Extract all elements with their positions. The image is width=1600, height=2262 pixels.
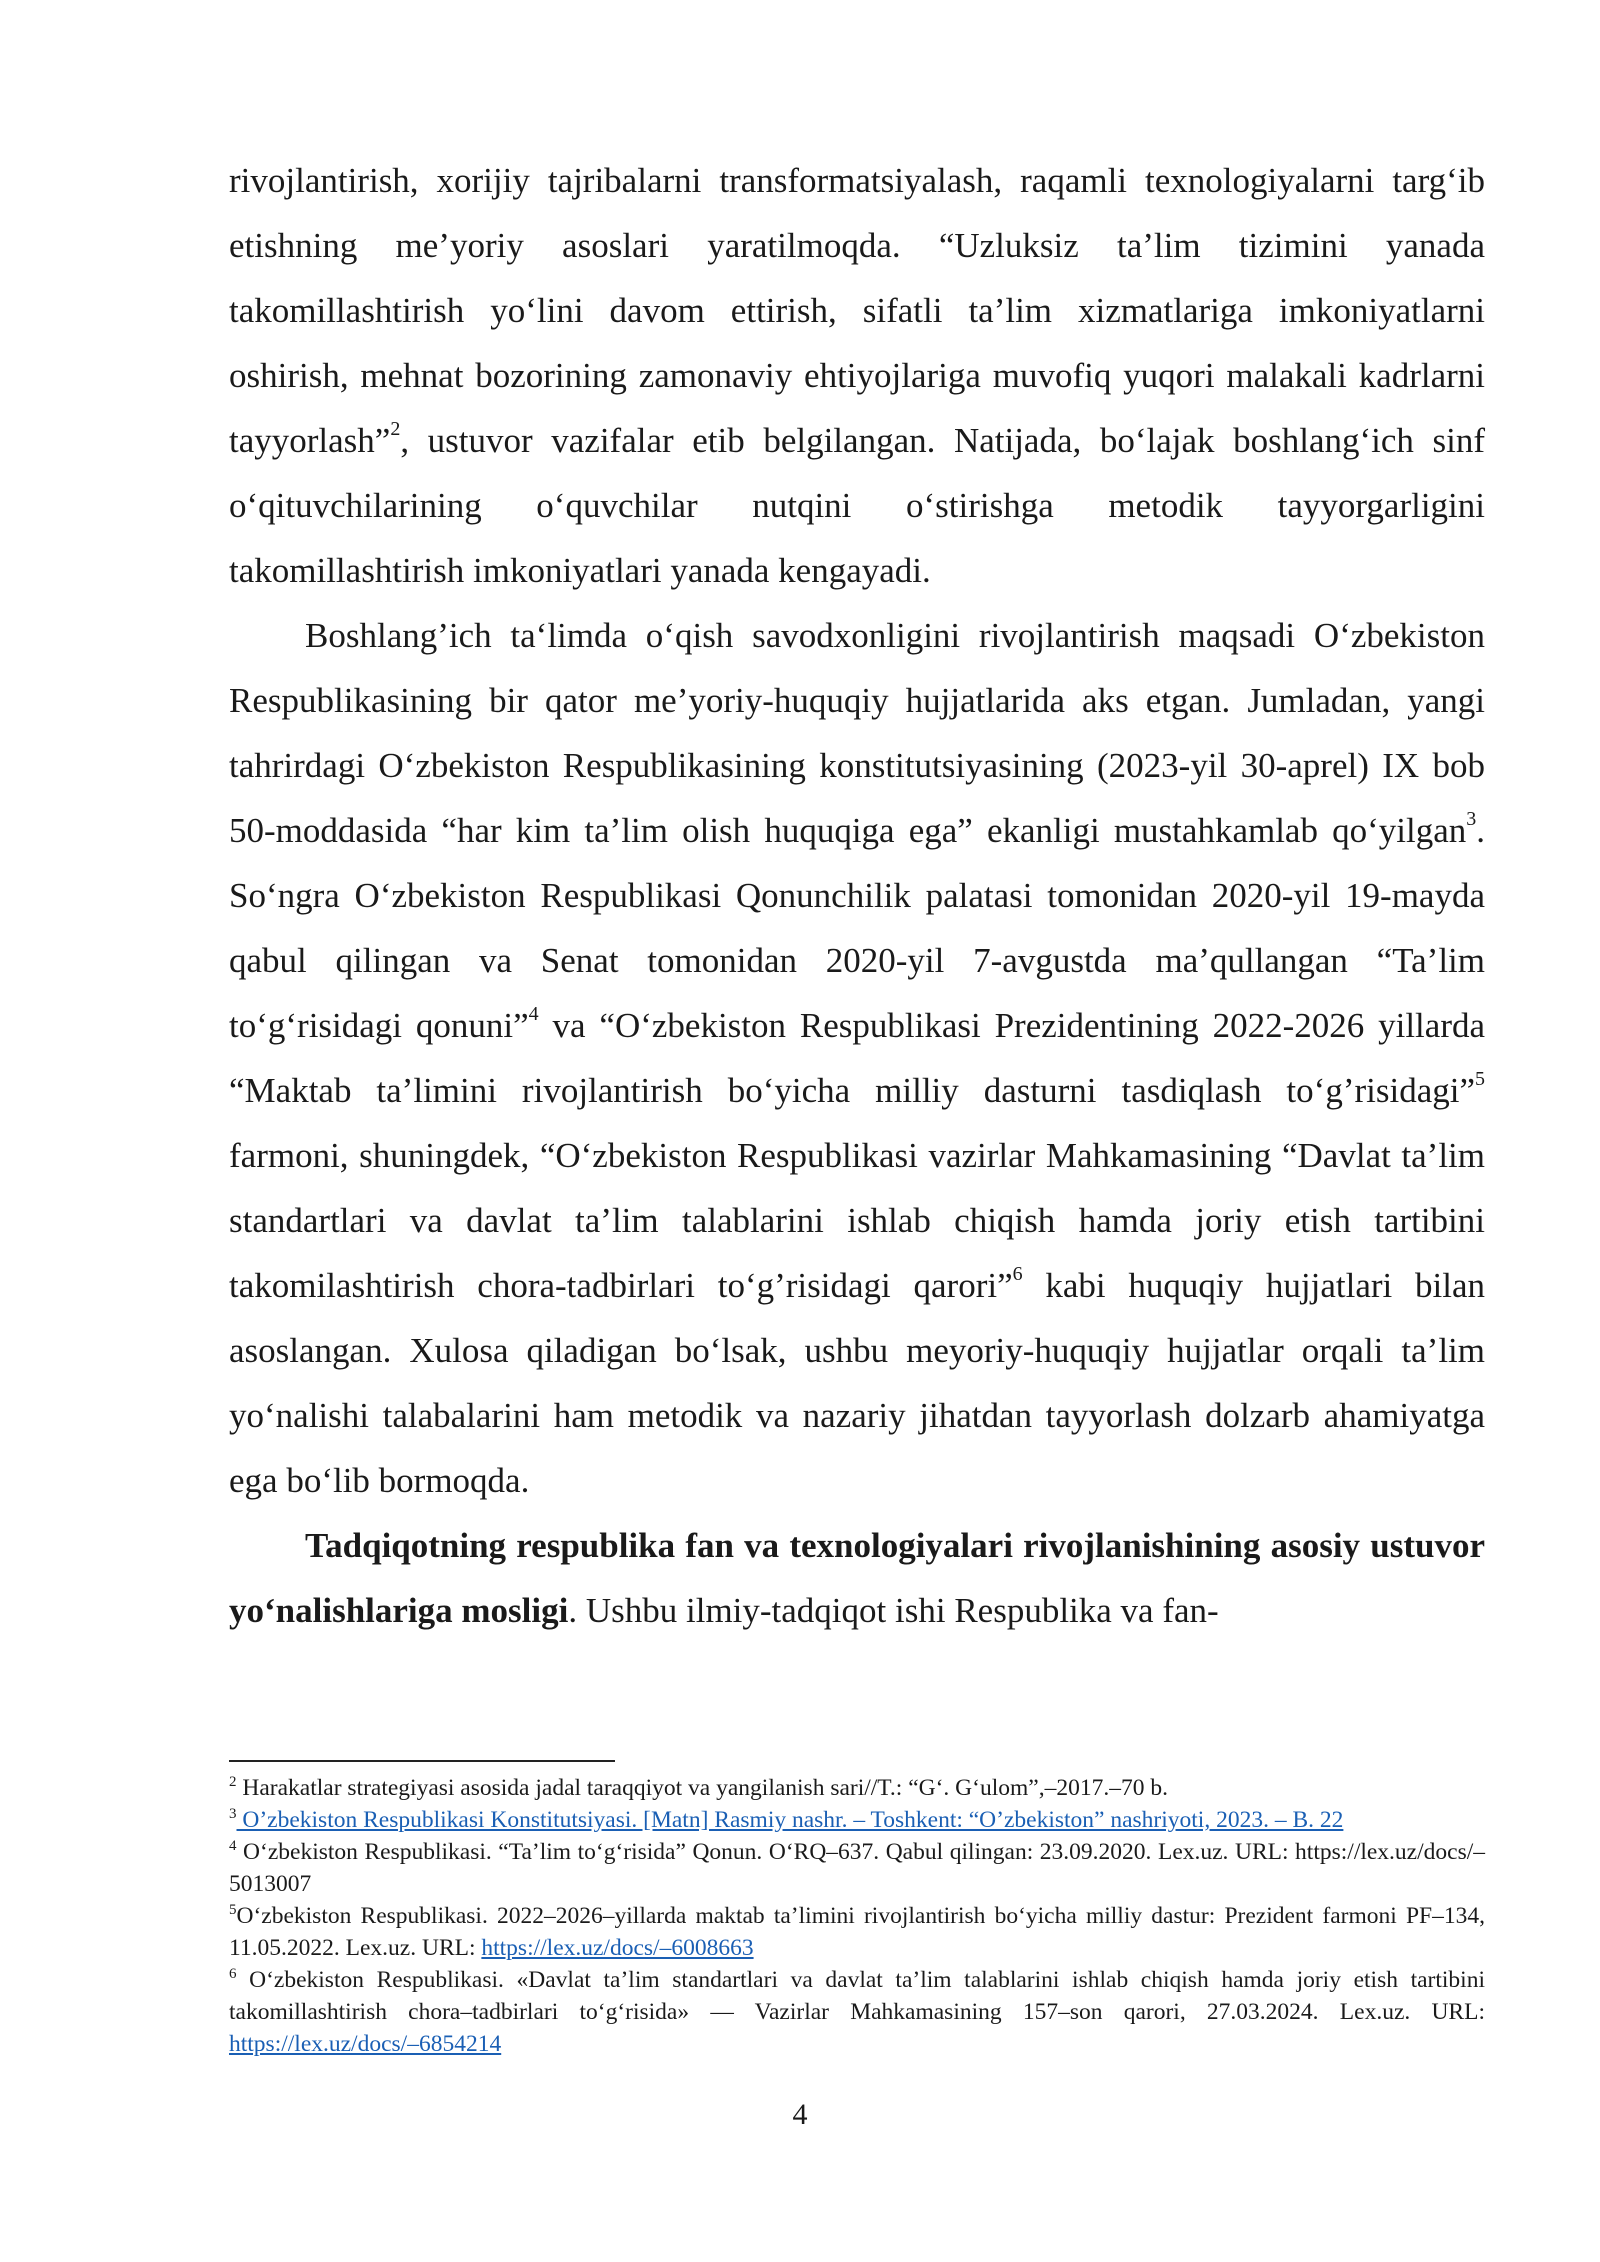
paragraph-1 bbox=[229, 148, 1485, 603]
paragraph-2-text-c: va “O‘zbekiston Respublikasi Prezidentining 2022-2026 yillarda “Maktab ta’limini rivojlantirish bo‘yicha milliy dasturni tasdiqlash to‘g’risidagi” bbox=[229, 1006, 1486, 1110]
footnote-ref-5[interactable]: 5 bbox=[1475, 1068, 1485, 1091]
page-number: 4 bbox=[792, 2098, 808, 2131]
footnote-3-number: 3 bbox=[229, 1806, 237, 1823]
footnote-ref-2[interactable]: 2 bbox=[390, 418, 401, 441]
footnote-6-text: O‘zbekiston Respublikasi. «Davlat ta’lim standartlari va davlat ta’lim talablarini ishlab chiqish hamda joriy etish tartibini takomillashtirish chora–tadbirlari to‘g‘risida» — Vazirlar Mahkamasining 157–son qarori, 27.03.2024. Lex.uz. URL: bbox=[229, 1967, 1485, 2025]
paragraph-2-text-a: Boshlang’ich ta‘limda o‘qish savodxonligini rivojlantirish maqsadi O‘zbekiston Respublikasining bir qator me’yoriy-huquqiy hujjatlarida aks etgan. Jumladan, yangi tahrirdagi O‘zbekiston Respublikasining konstitutsiyasining (2023-yil 30-aprel) IX bob 50-moddasida “har kim ta’lim olish huquqiga ega” ekanligi mustahkamlab qo‘yilgan bbox=[229, 616, 1485, 850]
footnote-3 bbox=[229, 1804, 1485, 1836]
footnotes bbox=[229, 1772, 1485, 2060]
footnote-2-number: 2 bbox=[229, 1774, 237, 1791]
paragraph-1-text-a: rivojlantirish, xorijiy tajribalarni transformatsiyalash, raqamli texnologiyalarni targ‘ib etishning me’yoriy asoslari yaratilmoqda. “Uzluksiz ta’lim tizimini yanada takomillashtirish yo‘lini davom ettirish, sifatli ta’lim xizmatlariga imkoniyatlarni oshirish, mehnat bozorining zamonaviy ehtiyojlariga muvofiq yuqori malakali kadrlarni tayyorlash” bbox=[229, 161, 1485, 460]
footnote-separator bbox=[229, 1760, 615, 1762]
footnote-ref-6[interactable]: 6 bbox=[1012, 1263, 1023, 1286]
footnote-2 bbox=[229, 1772, 1485, 1804]
footnote-6-link[interactable]: https://lex.uz/docs/–6854214 bbox=[229, 2031, 502, 2057]
footnote-6 bbox=[229, 1964, 1485, 2060]
paragraph-3-text: . Ushbu ilmiy-tadqiqot ishi Respublika va fan- bbox=[568, 1591, 1219, 1630]
footnote-5 bbox=[229, 1900, 1485, 1964]
paragraph-2 bbox=[229, 603, 1485, 1513]
section-heading-inline: Tadqiqotning respublika fan va texnologiyalari rivojlanishining asosiy ustuvor yo‘nalishlariga mosligi bbox=[229, 1526, 1485, 1630]
footnote-5-number: 5 bbox=[229, 1902, 237, 1919]
footnote-2-text: Harakatlar strategiyasi asosida jadal taraqqiyot va yangilanish sari//T.: “G‘. G‘ulom”,–2017.–70 b. bbox=[236, 1775, 1168, 1801]
paragraph-2-text-e: kabi huquqiy hujjatlari bilan asoslangan. Xulosa qiladigan bo‘lsak, ushbu meyoriy-huquqiy hujjatlar orqali ta’lim yo‘nalishi talabalarini ham metodik va nazariy jihatdan tayyorlash dolzarb ahamiyatga ega bo‘lib bormoqda. bbox=[229, 1266, 1486, 1500]
paragraph-3 bbox=[229, 1513, 1485, 1643]
paragraph-2-text-d: farmoni, shuningdek, “O‘zbekiston Respublikasi vazirlar Mahkamasining “Davlat ta’lim standartlari va davlat ta’lim talablarini ishlab chiqish hamda joriy etish tartibini takomilashtirish chora-tadbirlari to‘g’risidagi qarori” bbox=[229, 1136, 1485, 1305]
footnote-ref-3[interactable]: 3 bbox=[1466, 808, 1477, 831]
footnote-4-text: O‘zbekiston Respublikasi. “Ta’lim to‘g‘risida” Qonun. O‘RQ–637. Qabul qilingan: 23.09.2020. Lex.uz. URL: https://lex.uz/docs/–5013007 bbox=[229, 1839, 1485, 1897]
footnote-5-link[interactable]: https://lex.uz/docs/–6008663 bbox=[481, 1935, 754, 1961]
footnote-3-link[interactable]: O’zbekiston Respublikasi Konstitutsiyasi. [Matn] Rasmiy nashr. – Toshkent: “O’zbekiston” nashriyoti, 2023. – B. 22 bbox=[236, 1807, 1344, 1833]
footnote-4-number: 4 bbox=[229, 1838, 237, 1855]
footnote-6-number: 6 bbox=[229, 1966, 237, 1983]
paragraph-2-text-b: . So‘ngra O‘zbekiston Respublikasi Qonunchilik palatasi tomonidan 2020-yil 19-mayda qabul qilingan va Senat tomonidan 2020-yil 7-avgustda ma’qullangan “Ta’lim to‘g‘risidagi qonuni” bbox=[229, 811, 1485, 1045]
paragraph-1-text-b: , ustuvor vazifalar etib belgilangan. Natijada, bo‘lajak boshlang‘ich sinf o‘qituvchilarining o‘quvchilar nutqini o‘stirishga metodik tayyorgarligini takomillashtirish imkoniyatlari yanada kengayadi. bbox=[229, 421, 1485, 590]
main-text bbox=[229, 148, 1485, 1643]
footnote-4 bbox=[229, 1836, 1485, 1900]
footnote-ref-4[interactable]: 4 bbox=[528, 1003, 539, 1026]
footnote-5-text: O‘zbekiston Respublikasi. 2022–2026–yillarda maktab ta’limini rivojlantirish bo‘yicha milliy dastur: Prezident farmoni PF–134, 11.05.2022. Lex.uz. URL: bbox=[229, 1903, 1485, 1961]
